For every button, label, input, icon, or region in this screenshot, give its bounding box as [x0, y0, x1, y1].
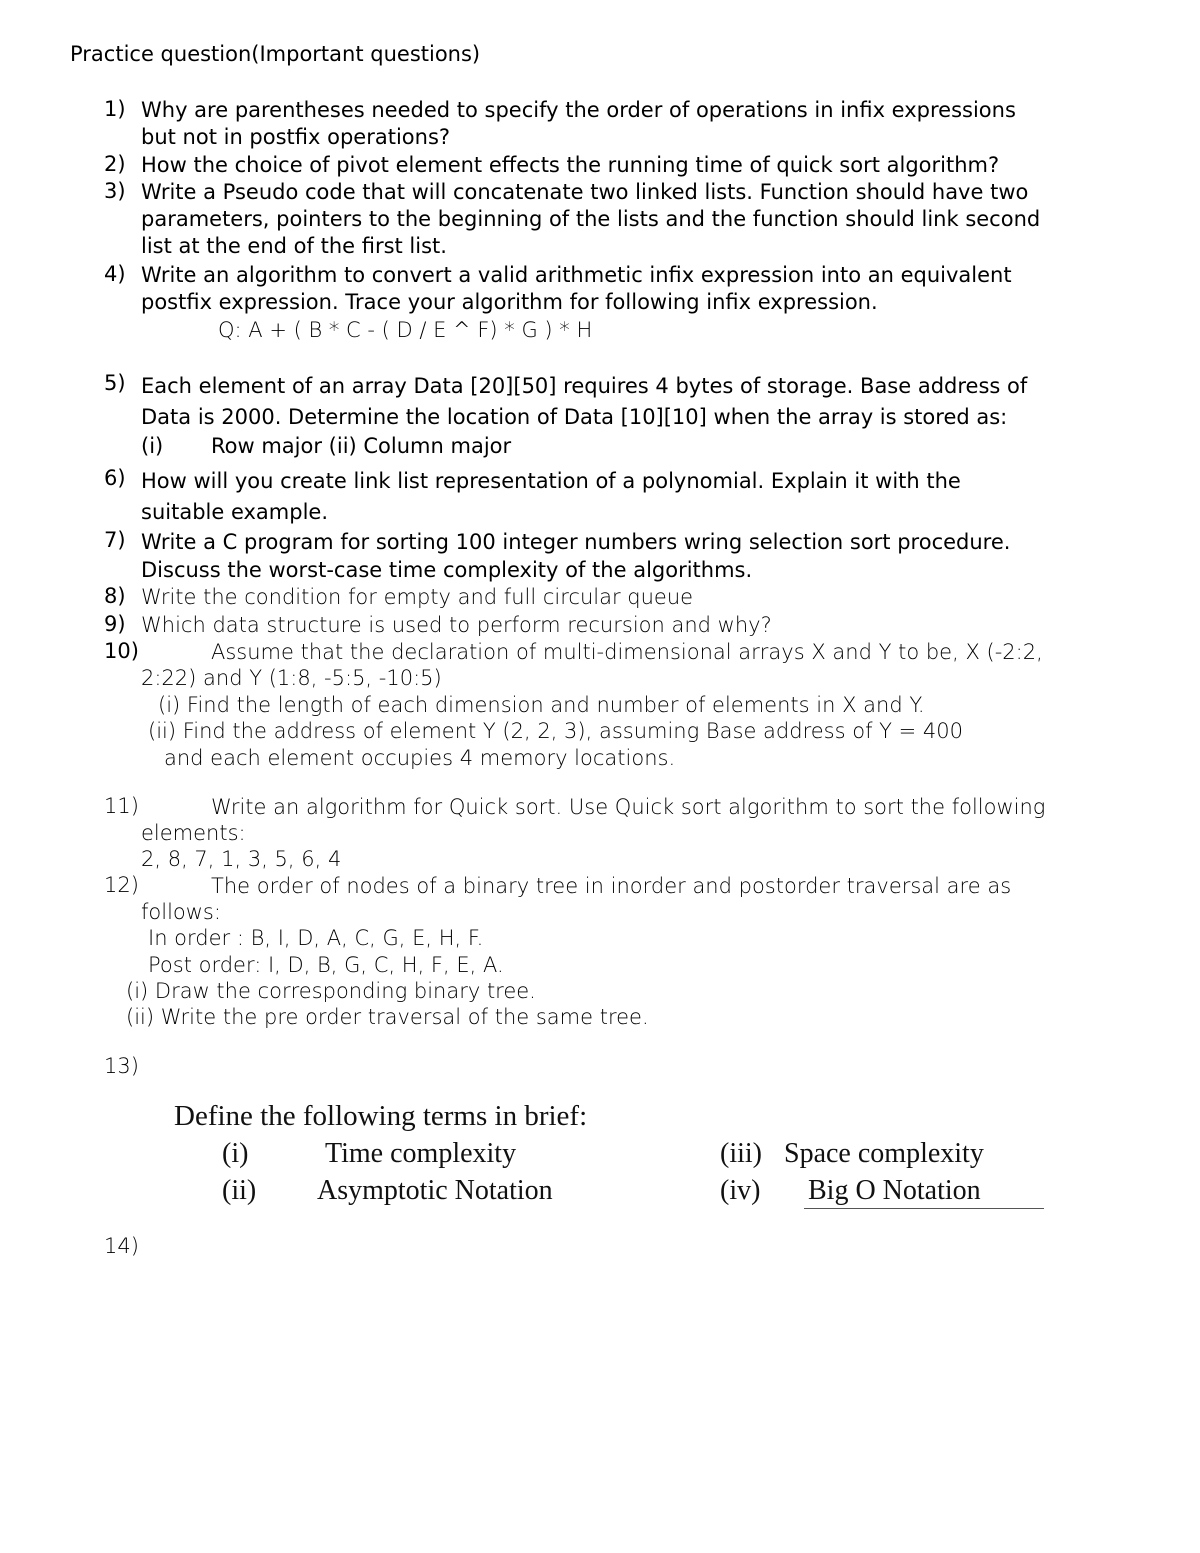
underline-divider — [804, 1208, 1044, 1209]
text-line: suitable example. — [141, 500, 329, 524]
question-12-line: Post order: I, D, B, G, C, H, F, E, A. — [148, 953, 504, 977]
option-roman: (i) — [141, 434, 164, 458]
page-title: Practice question(Important questions) — [70, 42, 481, 66]
term-roman: (ii) — [222, 1175, 257, 1206]
question-5-text — [141, 371, 1027, 433]
question-number: 5) — [104, 371, 126, 395]
term-label: Big O Notation — [808, 1175, 981, 1206]
question-number: 10) — [104, 639, 139, 663]
text-line: list at the end of the first list. — [141, 234, 447, 258]
text-line: How will you create link list representation of a polynomial. Explain it with the — [141, 469, 961, 493]
question-number: 1) — [104, 97, 126, 121]
question-number: 13) — [104, 1054, 139, 1078]
definitions-heading: Define the following terms in brief: — [174, 1100, 588, 1132]
text-line: Write an algorithm to convert a valid arithmetic infix expression into an equivalent — [141, 263, 1012, 287]
question-8-text: Write the condition for empty and full circular queue — [141, 585, 694, 609]
term-roman: (iv) — [720, 1175, 761, 1206]
term-roman: (i) — [222, 1138, 249, 1169]
question-number: 14) — [104, 1234, 139, 1258]
term-label: Time complexity — [325, 1138, 517, 1169]
question-12-line: (i) Draw the corresponding binary tree. — [126, 979, 536, 1003]
question-11-line: Write an algorithm for Quick sort. Use Quick sort algorithm to sort the following — [211, 795, 1046, 819]
question-12-line: In order : B, I, D, A, C, G, E, H, F. — [148, 926, 484, 950]
text-line: postfix expression. Trace your algorithm for following infix expression. — [141, 290, 878, 314]
question-number: 2) — [104, 152, 126, 176]
question-6-text — [141, 466, 961, 528]
question-4-text — [141, 262, 1012, 316]
text-line: Why are parentheses needed to specify the order of operations in infix expressions — [141, 98, 1016, 122]
question-11-line: 2, 8, 7, 1, 3, 5, 6, 4 — [141, 847, 342, 871]
question-12-line: follows: — [141, 900, 221, 924]
term-label: Space complexity — [784, 1138, 984, 1169]
text-line: Write a C program for sorting 100 integer numbers wring selection sort procedure. — [141, 530, 1011, 554]
question-2-text: How the choice of pivot element effects the running time of quick sort algorithm? — [141, 153, 1000, 177]
question-7-text — [141, 528, 1010, 584]
question-number: 3) — [104, 179, 126, 203]
question-number: 6) — [104, 466, 126, 490]
text-line: parameters, pointers to the beginning of the lists and the function should link second — [141, 207, 1041, 231]
question-10-line: Assume that the declaration of multi-dimensional arrays X and Y to be, X (-2:2, — [211, 640, 1043, 664]
question-number: 8) — [104, 584, 126, 608]
question-12-line: (ii) Write the pre order traversal of the same tree. — [126, 1005, 649, 1029]
text-line: Data is 2000. Determine the location of Data [10][10] when the array is stored as: — [141, 405, 1008, 429]
text-line: Write a Pseudo code that will concatenate two linked lists. Function should have two — [141, 180, 1029, 204]
option-text: Row major (ii) Column major — [211, 434, 512, 458]
question-number: 4) — [104, 262, 126, 286]
question-number: 9) — [104, 612, 126, 636]
text-line: Discuss the worst-case time complexity of the algorithms. — [141, 558, 753, 582]
question-number: 7) — [104, 528, 126, 552]
question-11-line: elements: — [141, 821, 246, 845]
text-line: but not in postfix operations? — [141, 125, 451, 149]
question-10-line: (i) Find the length of each dimension and number of elements in X and Y. — [158, 693, 925, 717]
question-1-text — [141, 97, 1016, 151]
question-number: 12) — [104, 873, 139, 897]
term-roman: (iii) — [720, 1138, 762, 1169]
question-9-text: Which data structure is used to perform recursion and why? — [141, 613, 772, 637]
question-12-line: The order of nodes of a binary tree in inorder and postorder traversal are as — [211, 874, 1012, 898]
question-10-line: 2:22) and Y (1:8, -5:5, -10:5) — [141, 666, 442, 690]
question-10-line: and each element occupies 4 memory locations. — [164, 746, 676, 770]
infix-expression: Q: A + ( B * C - ( D / E ^ F) * G ) * H — [218, 318, 593, 342]
question-number: 11) — [104, 794, 139, 818]
text-line: Each element of an array Data [20][50] requires 4 bytes of storage. Base address of — [141, 374, 1028, 398]
term-label: Asymptotic Notation — [317, 1175, 553, 1206]
question-3-text — [141, 179, 1040, 260]
question-10-line: (ii) Find the address of element Y (2, 2, 3), assuming Base address of Y = 400 — [148, 719, 964, 743]
